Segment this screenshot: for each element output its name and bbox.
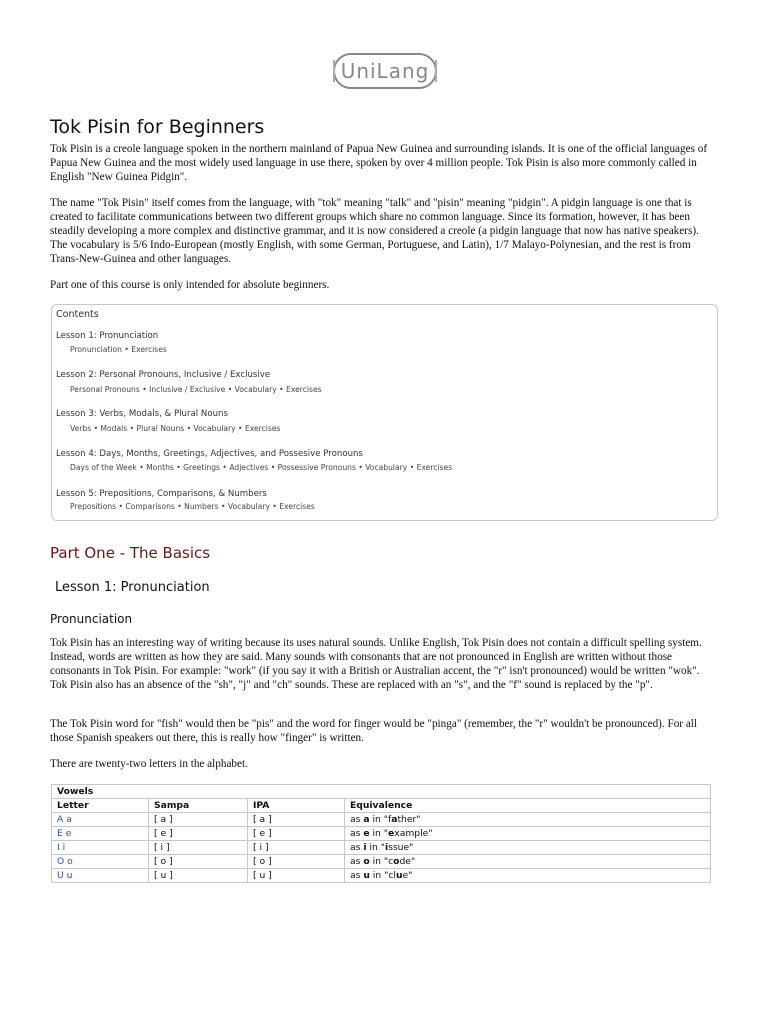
eq-pre: as bbox=[350, 856, 364, 867]
header-letter: Letter bbox=[52, 799, 149, 813]
table-of-contents bbox=[51, 304, 718, 521]
eq-bold: e bbox=[363, 828, 370, 839]
eq-post: ther" bbox=[397, 814, 421, 825]
table-row bbox=[52, 869, 711, 883]
logo-text: UniLang bbox=[333, 60, 438, 82]
header-equivalence: Equivalence bbox=[345, 799, 711, 813]
table-header-row bbox=[52, 799, 711, 813]
sampa-cell: [ u ] bbox=[149, 869, 248, 883]
letter-link[interactable]: A a bbox=[52, 813, 149, 827]
table-caption: Vowels bbox=[52, 785, 711, 799]
equivalence-cell bbox=[345, 813, 711, 827]
ipa-cell: [ u ] bbox=[248, 869, 345, 883]
eq-bold: o bbox=[363, 856, 370, 867]
ipa-cell: [ i ] bbox=[248, 841, 345, 855]
letter-link[interactable]: I i bbox=[52, 841, 149, 855]
pronunciation-paragraph-1: Tok Pisin has an interesting way of writing because its uses natural sounds. Unlike English, Tok Pisin does not contain a difficult spelling system. Instead, words are written as how they are said. Many sounds with consonants that are not pronounced in English are written without those consonants in Tok Pisin. For example: "work" (if you say it with a British or Australian accent, the "r" isn't pronounced) would be written "wok". Tok Pisin also has an absence of the "sh", "j" and "ch" sounds. These are replaced with an "s", and the "f" sound is replaced by the "p". bbox=[50, 637, 702, 691]
toc-lesson-2[interactable]: Lesson 2: Personal Pronouns, Inclusive / Exclusive bbox=[56, 370, 271, 380]
eq-bold: i bbox=[363, 842, 367, 853]
equivalence-cell bbox=[345, 855, 711, 869]
intro-paragraph-2: The name "Tok Pisin" itself comes from the language, with "tok" meaning "talk" and "pisin" meaning "pidgin". A pidgin language is one that is created to facilitate communications between two different groups which share no common language. Since its formation, however, it has been steadily developing a more complex and distinctive grammar, and it is now considered a creole (a pidgin language that now has native speakers). The vocabulary is 5/6 Indo-European (mostly English, with some German, Portuguese, and Latin), 1/7 Malayo-Polynesian, and the rest is from Trans-New-Guinea and other languages. bbox=[50, 197, 699, 265]
toc-heading: Contents bbox=[56, 309, 99, 320]
part-title: Part One - The Basics bbox=[50, 544, 211, 562]
lesson-title: Lesson 1: Pronunciation bbox=[55, 580, 210, 595]
toc-lesson-4[interactable]: Lesson 4: Days, Months, Greetings, Adjectives, and Possesive Pronouns bbox=[56, 449, 363, 459]
toc-lesson-4-subsections[interactable]: Days of the Week • Months • Greetings • Adjectives • Possessive Pronouns • Vocabulary • Exercises bbox=[70, 463, 453, 472]
eq-mid: in " bbox=[369, 828, 389, 839]
vowels-table bbox=[51, 784, 711, 883]
toc-lesson-5[interactable]: Lesson 5: Prepositions, Comparisons, & Numbers bbox=[56, 489, 267, 499]
eq-mid: in "cl bbox=[369, 870, 396, 881]
equivalence-cell bbox=[345, 869, 711, 883]
eq-mid: in "c bbox=[369, 856, 394, 867]
pronunciation-paragraph-2: The Tok Pisin word for "fish" would then be "pis" and the word for finger would be "pinga" (remember, the "r" wouldn't be pronounced). For all those Spanish speakers out there, this is really how "finger" is written. bbox=[50, 718, 698, 744]
equivalence-cell bbox=[345, 841, 711, 855]
eq-bold: u bbox=[363, 870, 370, 881]
eq-mid: in "f bbox=[369, 814, 392, 825]
equivalence-cell bbox=[345, 827, 711, 841]
sampa-cell: [ i ] bbox=[149, 841, 248, 855]
toc-lesson-1-subsections[interactable]: Pronunciation • Exercises bbox=[70, 345, 167, 354]
section-title: Pronunciation bbox=[50, 612, 133, 626]
eq-post: ssue" bbox=[388, 842, 414, 853]
eq-pre: as bbox=[350, 828, 364, 839]
eq-pre: as bbox=[350, 870, 364, 881]
unilang-logo[interactable] bbox=[333, 53, 437, 89]
eq-bold: a bbox=[363, 814, 370, 825]
pronunciation-paragraph-3: There are twenty-two letters in the alphabet. bbox=[50, 758, 248, 770]
sampa-cell: [ e ] bbox=[149, 827, 248, 841]
letter-link[interactable]: U u bbox=[52, 869, 149, 883]
toc-lesson-5-subsections[interactable]: Prepositions • Comparisons • Numbers • Vocabulary • Exercises bbox=[70, 502, 315, 511]
table-row bbox=[52, 841, 711, 855]
toc-lesson-3[interactable]: Lesson 3: Verbs, Modals, & Plural Nouns bbox=[56, 409, 228, 419]
eq-bold-2: e bbox=[388, 828, 395, 839]
ipa-cell: [ e ] bbox=[248, 827, 345, 841]
table-row bbox=[52, 855, 711, 869]
eq-mid: in " bbox=[366, 842, 385, 853]
ipa-cell: [ a ] bbox=[248, 813, 345, 827]
intro-paragraph-1: Tok Pisin is a creole language spoken in the northern mainland of Papua New Guinea and surrounding islands. It is one of the official languages of Papua New Guinea and the most widely used language in use there, spoken by over 4 million people. Tok Pisin is also more commonly called in English "New Guinea Pidgin". bbox=[50, 143, 708, 183]
toc-lesson-1[interactable]: Lesson 1: Pronunciation bbox=[56, 331, 159, 341]
table-row bbox=[52, 813, 711, 827]
sampa-cell: [ o ] bbox=[149, 855, 248, 869]
eq-bold-2: o bbox=[393, 856, 400, 867]
eq-post: xample" bbox=[394, 828, 433, 839]
eq-bold-2: u bbox=[395, 870, 403, 881]
intro-paragraph-3: Part one of this course is only intended for absolute beginners. bbox=[50, 279, 330, 291]
eq-pre: as bbox=[350, 842, 364, 853]
eq-pre: as bbox=[350, 814, 364, 825]
table-caption-row bbox=[52, 785, 711, 799]
ipa-cell: [ o ] bbox=[248, 855, 345, 869]
header-ipa: IPA bbox=[248, 799, 345, 813]
eq-bold-2: a bbox=[391, 814, 398, 825]
letter-link[interactable]: O o bbox=[52, 855, 149, 869]
toc-lesson-2-subsections[interactable]: Personal Pronouns • Inclusive / Exclusive • Vocabulary • Exercises bbox=[70, 385, 322, 394]
table-row bbox=[52, 827, 711, 841]
sampa-cell: [ a ] bbox=[149, 813, 248, 827]
page-title: Tok Pisin for Beginners bbox=[50, 116, 265, 138]
header-sampa: Sampa bbox=[149, 799, 248, 813]
letter-link[interactable]: E e bbox=[52, 827, 149, 841]
toc-lesson-3-subsections[interactable]: Verbs • Modals • Plural Nouns • Vocabulary • Exercises bbox=[70, 424, 281, 433]
eq-post: e" bbox=[402, 870, 413, 881]
eq-post: de" bbox=[399, 856, 416, 867]
eq-bold-2: i bbox=[384, 842, 389, 853]
table-body bbox=[52, 813, 711, 883]
